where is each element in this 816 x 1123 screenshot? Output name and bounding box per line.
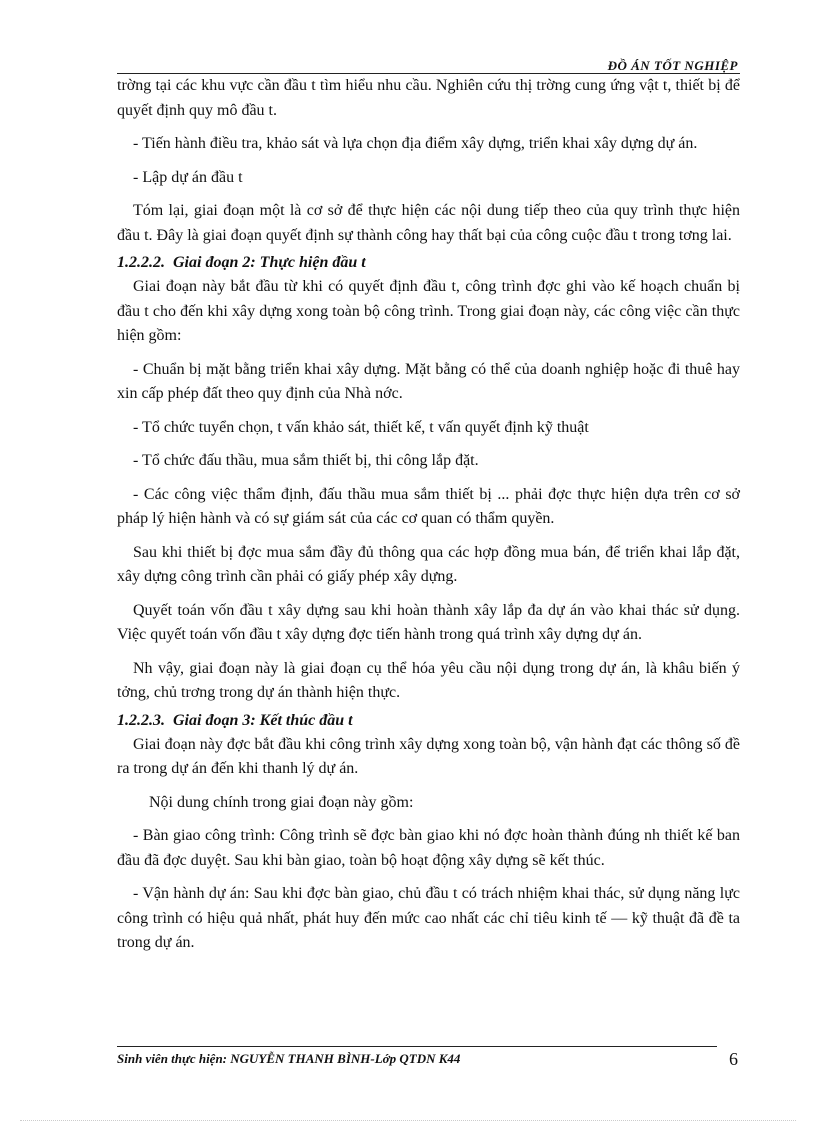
paragraph: - Bàn giao công trình: Công trình sẽ đợc bàn giao khi nó đợc hoàn thành đúng nh thiết kế ban đầu đã đợc duyệt. Sau khi bàn giao, toàn bộ hoạt động xây dựng sẽ kết thúc. xyxy=(117,827,740,869)
paragraph: Nh vậy, giai đoạn này là giai đoạn cụ thể hóa yêu cầu nội dụng trong dự án, là khâu biến ý tởng, chủ trơng trong dự án thành hiện thực. xyxy=(117,659,740,701)
paragraph: Quyết toán vốn đầu t xây dựng sau khi hoàn thành xây lắp đa dự án vào khai thác sử dụng. Việc quyết toán vốn đầu t xây dựng đợc tiến hành trong quá trình xây dựng dự án. xyxy=(117,601,740,643)
paragraph: Giai đoạn này bắt đầu từ khi có quyết định đầu t, công trình đợc ghi vào kế hoạch chuẩn bị đầu t cho đến khi xây dựng xong toàn bộ công trình. Trong giai đoạn này, các công việc cần thực hiện gồm: xyxy=(117,278,740,344)
page-boundary xyxy=(20,1120,796,1121)
paragraph: - Chuẩn bị mặt bằng triển khai xây dựng. Mặt bằng có thể của doanh nghiệp hoặc đi thuê hay xin cấp phép đất theo quy định của Nhà nớc. xyxy=(117,360,740,402)
section-number: 1.2.2.3. xyxy=(117,711,165,729)
page-number: 6 xyxy=(729,1049,738,1069)
paragraph: - Tiến hành điều tra, khảo sát và lựa chọn địa điểm xây dựng, triển khai xây dựng dự án. xyxy=(133,135,698,152)
paragraph: - Tổ chức đấu thầu, mua sắm thiết bị, thi công lắp đặt. xyxy=(133,452,479,469)
paragraph: - Lập dự án đầu t xyxy=(133,168,243,186)
paragraph: - Các công việc thẩm định, đấu thầu mua sắm thiết bị ... phải đợc thực hiện dựa trên cơ sở pháp lý hiện hành và có sự giám sát của các cơ quan có thẩm quyền. xyxy=(117,485,740,527)
header-title: ĐỒ ÁN TỐT NGHIỆP xyxy=(607,58,738,73)
section-number: 1.2.2.2. xyxy=(117,254,165,271)
section-heading-1-2-2-3 xyxy=(117,709,740,733)
body-text xyxy=(117,74,740,965)
paragraph: Nội dung chính trong giai đoạn này gồm: xyxy=(149,793,414,811)
footer-author: Sinh viên thực hiện: NGUYỄN THANH BÌNH-Lớp QTDN K44 xyxy=(117,1051,461,1066)
paragraph: - Vận hành dự án: Sau khi đợc bàn giao, chủ đầu t có trách nhiệm khai thác, sử dụng năng lực công trình có hiệu quả nhất, phát huy đến mức cao nhất các chỉ tiêu kinh tế — kỹ thuật đã đề ta trong dự án. xyxy=(117,885,740,951)
paragraph: trờng tại các khu vực cần đầu t tìm hiểu nhu cầu. Nghiên cứu thị trờng cung ứng vật t, thiết bị để quyết định quy mô đầu t. xyxy=(117,77,740,119)
paragraph: Tóm lại, giai đoạn một là cơ sở để thực hiện các nội dung tiếp theo của quy trình thực hiện đầu t. Đây là giai đoạn quyết định sự thành công hay thất bại của công cuộc đầu t trong tơng lai. xyxy=(117,202,740,244)
paragraph: Sau khi thiết bị đợc mua sắm đầy đủ thông qua các hợp đồng mua bán, để triển khai lắp đặt, xây dựng công trình cần phải có giấy phép xây dựng. xyxy=(117,543,740,585)
paragraph: - Tổ chức tuyển chọn, t vấn khảo sát, thiết kế, t vấn quyết định kỹ thuật xyxy=(133,418,589,436)
footer-rule xyxy=(117,1046,717,1047)
section-heading-1-2-2-2 xyxy=(117,251,740,275)
paragraph: Giai đoạn này đợc bắt đầu khi công trình xây dựng xong toàn bộ, vận hành đạt các thông số đề ra trong dự án đến khi thanh lý dự án. xyxy=(117,735,740,777)
section-title: Giai đoạn 2: Thực hiện đầu t xyxy=(173,254,366,271)
section-title: Giai đoạn 3: Kết thúc đầu t xyxy=(173,711,353,729)
